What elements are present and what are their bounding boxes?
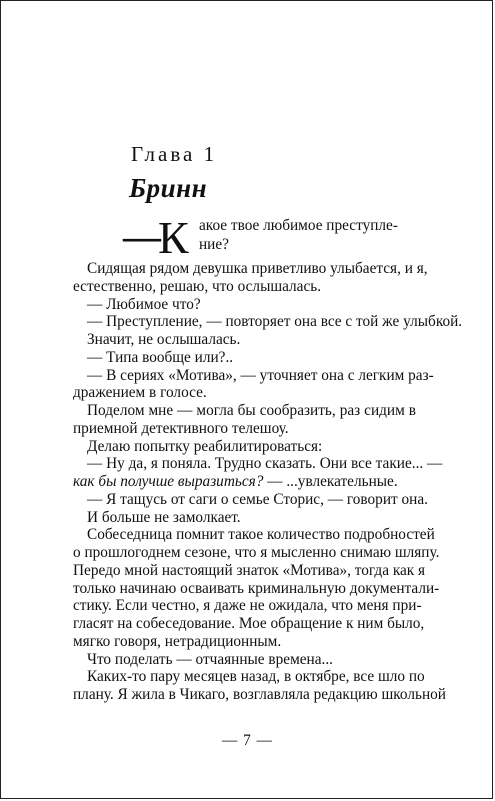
text-line: только начинаю осваивать криминальную документали- <box>73 579 440 597</box>
text-line: — Типа вообще или?.. <box>87 348 234 366</box>
text-line: Собеседница помнит такое количество подробностей <box>87 526 435 544</box>
text-line: дражением в голосе. <box>73 384 207 402</box>
text-line: естественно, решаю, что ослышалась. <box>73 277 322 295</box>
text-line: плану. Я жила в Чикаго, возглавляла редакцию школьной <box>73 686 446 703</box>
text-line: — Любимое что? <box>87 295 201 313</box>
text-line: Передо мной настоящий знаток «Мотива», тогда как я <box>73 561 426 579</box>
chapter-title: Бринн <box>129 173 208 203</box>
text-line: приемной детективного телешоу. <box>73 419 289 437</box>
text-line: стику. Если честно, я даже не ожидала, что меня при- <box>73 597 422 615</box>
lead-line-2: ние? <box>199 236 229 253</box>
text-line: И больше не замолкает. <box>87 508 241 526</box>
text-line: — В сериях «Мотива», — уточняет она с легким раз- <box>87 366 434 384</box>
italic-phrase: как бы получше выразиться? <box>73 473 264 490</box>
opening-dash: — <box>123 216 161 258</box>
text-line: — Преступление, — повторяет она все с той же улыбкой. <box>87 313 463 331</box>
text-line: — Ну да, я поняла. Трудно сказать. Они все такие... — <box>87 455 443 473</box>
text-line: Сидящая рядом девушка приветливо улыбается, и я, <box>87 260 428 277</box>
text-line: гласят на собеседование. Мое обращение к ним было, <box>73 615 425 632</box>
text-line: Каких-то пару месяцев назад, в октябре, все шло по <box>87 668 425 686</box>
text-line: мягко говоря, нетрадиционным. <box>73 632 282 650</box>
text-line: Значит, не ослышалась. <box>87 331 241 348</box>
text-line: — Я тащусь от саги о семье Сторис, — говорит она. <box>87 490 428 508</box>
text-line: Что поделать — отчаянные времена... <box>87 650 333 668</box>
text-line: Делаю попытку реабилитироваться: <box>87 437 323 455</box>
page-number: — 7 — <box>222 732 273 749</box>
lead-line-1: акое твое любимое преступле- <box>199 217 398 234</box>
text-fragment: — ...увлекательные. <box>263 473 398 490</box>
text-line: Поделом мне — могла бы сообразить, раз сидим в <box>87 402 416 419</box>
text-line <box>73 473 416 491</box>
drop-cap: К <box>158 212 189 263</box>
text-line: о прошлогоднем сезоне, что я мысленно снимаю шляпу. <box>73 544 440 561</box>
chapter-label: Глава 1 <box>131 142 218 166</box>
